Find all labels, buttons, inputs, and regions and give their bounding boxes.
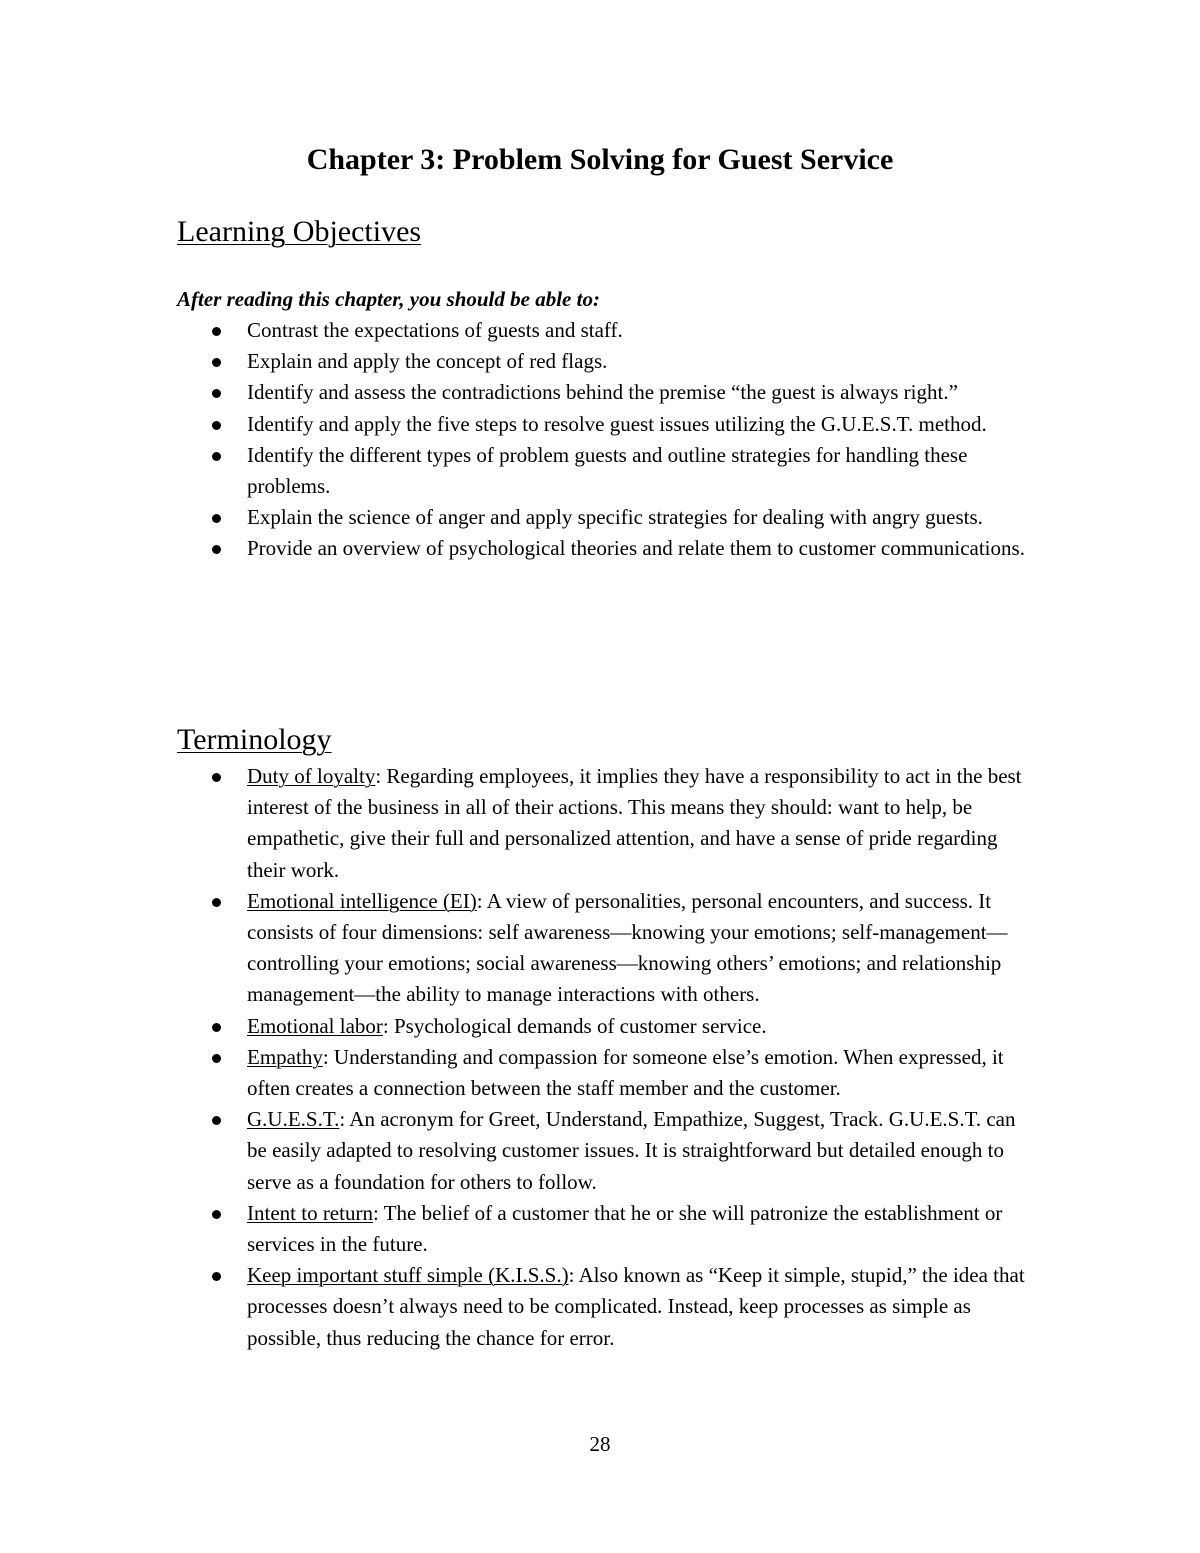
- chapter-title: Chapter 3: Problem Solving for Guest Service: [306, 143, 894, 176]
- list-item: [0, 761, 1037, 886]
- bullet-icon: [212, 1272, 221, 1281]
- term-name: Keep important stuff simple (K.I.S.S.): [247, 1263, 569, 1288]
- list-item: [0, 1042, 1037, 1104]
- term-name: Duty of loyalty: [247, 764, 376, 788]
- term-definition: : An acronym for Greet, Understand, Empathize, Suggest, Track. G.U.E.S.T. can be easily adapted to resolving customer issues. It is straightforward but detailed enough to serve as a foundation for others to follow.: [247, 1107, 1016, 1194]
- list-item: [0, 502, 1037, 533]
- term-name: Empathy: [247, 1044, 323, 1069]
- list-item: [0, 346, 1037, 377]
- bullet-icon: [212, 358, 221, 367]
- bullet-icon: [212, 898, 221, 907]
- list-item: [0, 533, 1037, 564]
- list-item: [0, 1198, 1037, 1260]
- terminology-heading: Terminology: [177, 723, 332, 756]
- bullet-icon: [212, 1210, 221, 1219]
- bullet-icon: [212, 452, 221, 461]
- objective-text: Identify and assess the contradictions behind the premise “the guest is always right.”: [247, 380, 958, 405]
- bullet-icon: [212, 421, 221, 430]
- term-definition: : The belief of a customer that he or she will patronize the establishment or services in the future.: [247, 1200, 1003, 1257]
- terminology-list: [0, 761, 1200, 1354]
- term-definition: : Also known as “Keep it simple, stupid,” the idea that processes doesn’t always need to be complicated. Instead, keep processes as simple as possible, thus reducing the chance for error.: [247, 1263, 1025, 1350]
- objectives-intro: After reading this chapter, you should be able to:: [177, 287, 600, 311]
- term-definition: : Understanding and compassion for someone else’s emotion. When expressed, it often creates a connection between the staff member and the customer.: [247, 1044, 1004, 1101]
- objective-text: Explain and apply the concept of red flags.: [247, 349, 608, 374]
- list-item: [0, 1011, 1037, 1042]
- list-item: [0, 377, 1037, 408]
- objective-text: Identify the different types of problem guests and outline strategies for handling these problems.: [247, 442, 968, 499]
- term-name: Emotional intelligence (EI): [247, 888, 477, 913]
- list-item: [0, 409, 1037, 440]
- bullet-icon: [212, 773, 221, 782]
- bullet-icon: [212, 1054, 221, 1063]
- objective-text: Explain the science of anger and apply specific strategies for dealing with angry guests.: [247, 505, 983, 530]
- bullet-icon: [212, 327, 221, 336]
- term-name: Intent to return: [247, 1200, 373, 1225]
- objective-text: Contrast the expectations of guests and staff.: [247, 318, 623, 342]
- term-definition: : Psychological demands of customer service.: [382, 1013, 767, 1038]
- list-item: [0, 1104, 1037, 1198]
- bullet-icon: [212, 1116, 221, 1125]
- term-name: Emotional labor: [247, 1013, 383, 1038]
- objective-text: Identify and apply the five steps to resolve guest issues utilizing the G.U.E.S.T. method.: [247, 411, 987, 436]
- list-item: [0, 315, 1037, 346]
- list-item: [0, 886, 1037, 1011]
- term-definition: : A view of personalities, personal encounters, and success. It consists of four dimensions: self awareness—knowing your emotions; self-management—controlling your emotions; social awareness—knowing others’ emotions; and relationship management—the ability to manage interactions with others.: [247, 888, 1008, 1007]
- bullet-icon: [212, 1023, 221, 1032]
- bullet-icon: [212, 545, 221, 554]
- bullet-icon: [212, 389, 221, 398]
- bullet-icon: [212, 514, 221, 523]
- objective-text: Provide an overview of psychological theories and relate them to customer communications.: [247, 536, 1025, 561]
- term-definition: : Regarding employees, it implies they have a responsibility to act in the best interest of the business in all of their actions. This means they should: want to help, be empathetic, give their full and personalized attention, and have a sense of pride regarding their work.: [247, 764, 1022, 882]
- list-item: [0, 440, 1037, 502]
- list-item: [0, 1260, 1037, 1354]
- page-number: 28: [589, 1432, 611, 1456]
- term-name: G.U.E.S.T.: [247, 1107, 340, 1132]
- learning-objectives-heading: Learning Objectives: [177, 215, 422, 248]
- learning-objectives-list: [0, 315, 1200, 565]
